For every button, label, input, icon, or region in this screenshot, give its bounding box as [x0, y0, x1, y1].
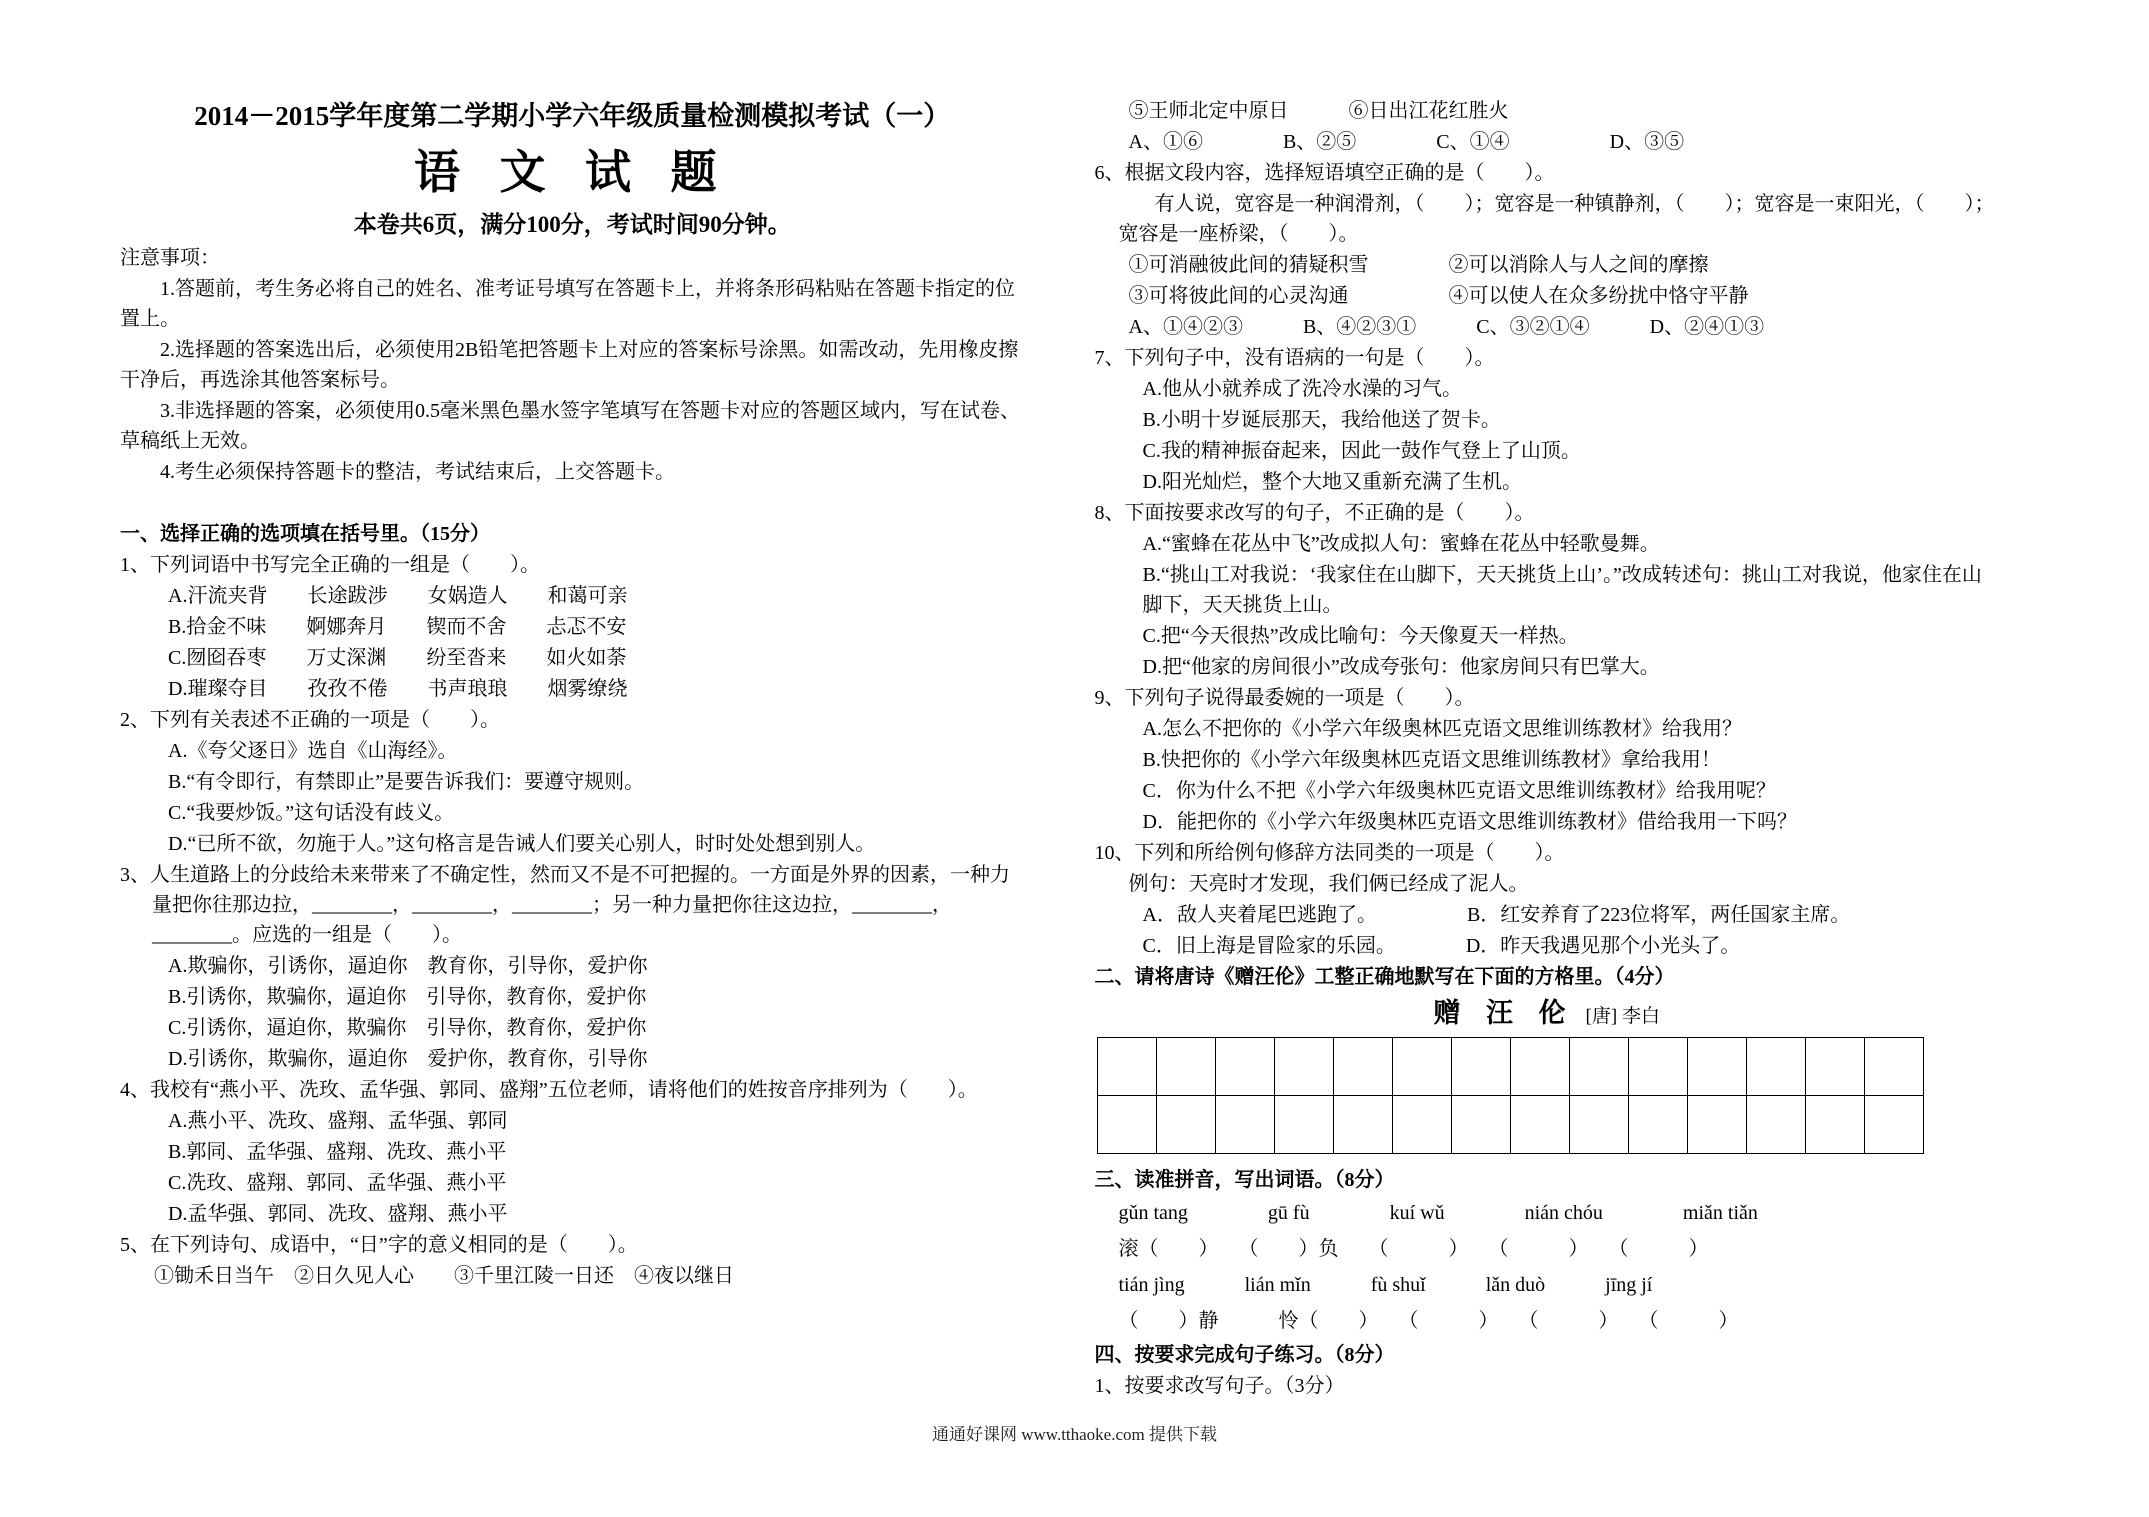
option-text: B.引诱你，欺骗你，逼迫你 引导你，教育你，爱护你 — [168, 986, 647, 1008]
option-text: A.汗流夹背 长途跋涉 女娲造人 和蔼可亲 — [168, 585, 628, 607]
exam-title: 2014－2015学年度第二学期小学六年级质量检测模拟考试（一） — [194, 101, 951, 131]
option-text: C.引诱你，逼迫你，欺骗你 引导你，教育你，爱护你 — [168, 1017, 647, 1039]
option-text: C.冼玫、盛翔、郭同、孟华强、燕小平 — [168, 1172, 507, 1194]
option-text: C.把“今天很热”改成比喻句：今天像夏天一样热。 — [1142, 625, 1579, 647]
section-title: 三、读准拼音，写出词语。（8分） — [1094, 1168, 1395, 1191]
option-text: C．旧上海是冒险家的乐园。 D．昨天我遇见那个小光头了。 — [1142, 935, 1741, 957]
question-text: 1、下列词语中书写完全正确的一组是（ ）。 — [120, 554, 540, 576]
poem-grid-cell[interactable] — [1275, 1038, 1334, 1096]
option-text: A、①⑥ B、②⑤ C、①④ D、③⑤ — [1128, 131, 1685, 153]
note-item: 1.答题前，考生务必将自己的姓名、准考证号填写在答题卡上，并将条形码粘贴在答题卡指定的位置上。 — [120, 278, 1015, 330]
option-text: ①可消融彼此间的猜疑积雪 ②可以消除人与人之间的摩擦 — [1128, 254, 1709, 276]
poem-grid-cell[interactable] — [1157, 1096, 1216, 1154]
option-text: B.快把你的《小学六年级奥林匹克语文思维训练教材》拿给我用！ — [1142, 749, 1721, 771]
poem-grid-cell[interactable] — [1806, 1096, 1865, 1154]
poem-answer-grid — [1097, 1037, 1924, 1154]
question-text: 8、下面按要求改写的句子，不正确的是（ ）。 — [1094, 502, 1535, 524]
spacer — [120, 488, 1025, 518]
poem-grid-cell[interactable] — [1688, 1096, 1747, 1154]
option-text: B.“挑山工对我说：‘我家住在山脚下，天天挑货上山’。”改成转述句：挑山工对我说，他家住在山脚下，天天挑货上山。 — [1142, 564, 1982, 616]
pinyin-line: tián jìng lián mǐn fù shuǐ lǎn duò jīng jí — [1118, 1273, 1653, 1296]
section-title: 二、请将唐诗《赠汪伦》工整正确地默写在下面的方格里。（4分） — [1094, 966, 1675, 988]
question-text: 7、下列句子中，没有语病的一句是（ ）。 — [1094, 347, 1495, 369]
option-text: D.引诱你，欺骗你，逼迫你 爱护你，教育你，引导你 — [168, 1048, 648, 1070]
option-text: C.囫囵吞枣 万丈深渊 纷至沓来 如火如荼 — [168, 647, 627, 669]
poem-grid-cell[interactable] — [1452, 1096, 1511, 1154]
note-item: 3.非选择题的答案，必须使用0.5毫米黑色墨水签字笔填写在答题卡对应的答题区域内，写在试卷、草稿纸上无效。 — [120, 400, 1020, 452]
option-text: D．能把你的《小学六年级奥林匹克语文思维训练教材》借给我用一下吗？ — [1142, 811, 1797, 833]
notes-heading: 注意事项： — [120, 247, 220, 269]
option-text: ①锄禾日当午 ②日久见人心 ③千里江陵一日还 ④夜以继日 — [154, 1265, 734, 1287]
option-text: A.怎么不把你的《小学六年级奥林匹克语文思维训练教材》给我用？ — [1142, 718, 1742, 740]
question-text: 3、人生道路上的分歧给未来带来了不确定性，然而又不是不可把握的。一方面是外界的因素，一种力量把你往那边拉，________，________，________；另一种力量把你往这边拉，________，________。应选的一组是（ ）。 — [120, 864, 1010, 946]
option-text: A、①④②③ B、④②③① C、③②①④ D、②④①③ — [1128, 316, 1765, 338]
poem-title — [1095, 993, 2000, 1034]
option-text: C．你为什么不把《小学六年级奥林匹克语文思维训练教材》给我用呢？ — [1142, 780, 1776, 802]
question-text: 4、我校有“燕小平、冼玫、孟华强、郭同、盛翔”五位老师，请将他们的姓按音序排列为（ ）。 — [120, 1079, 978, 1101]
poem-grid-cell[interactable] — [1688, 1038, 1747, 1096]
section-title: 一、选择正确的选项填在括号里。（15分） — [120, 523, 490, 545]
option-text: B.“有令即行，有禁即止”是要告诉我们：要遵守规则。 — [168, 771, 645, 793]
two-column-layout — [120, 95, 1999, 1402]
pinyin-line: （ ）静 怜（ ） （ ） （ ） （ ） — [1118, 1309, 1739, 1332]
poem-grid-cell[interactable] — [1216, 1096, 1275, 1154]
option-text: D.把“他家的房间很小”改成夸张句：他家房间只有巴掌大。 — [1142, 656, 1660, 678]
option-text: ③可将彼此间的心灵沟通 ④可以使人在众多纷扰中恪守平静 — [1128, 285, 1749, 307]
poem-grid-cell[interactable] — [1275, 1096, 1334, 1154]
option-text: D.阳光灿烂，整个大地又重新充满了生机。 — [1142, 471, 1522, 493]
note-item: 4.考生必须保持答题卡的整洁，考试结束后，上交答题卡。 — [160, 461, 675, 483]
option-text: D.孟华强、郭同、冼玫、盛翔、燕小平 — [168, 1203, 508, 1225]
question-text: 2、下列有关表述不正确的一项是（ ）。 — [120, 709, 500, 731]
note-item: 2.选择题的答案选出后，必须使用2B铅笔把答题卡上对应的答案标号涂黑。如需改动，先用橡皮擦干净后，再选涂其他答案标号。 — [120, 339, 1019, 391]
footer-download-source: 通通好课网 www.tthaoke.com 提供下载 — [931, 1425, 1218, 1444]
option-text: A.燕小平、冼玫、盛翔、孟华强、郭同 — [168, 1110, 508, 1132]
pinyin-line: 滚（ ） （ ）负 （ ） （ ） （ ） — [1118, 1237, 1709, 1260]
question-text: 9、下列句子说得最委婉的一项是（ ）。 — [1094, 687, 1475, 709]
right-column — [1095, 95, 2000, 1402]
poem-grid-row — [1098, 1096, 1924, 1154]
option-text: C.“我要炒饭。”这句话没有歧义。 — [168, 802, 455, 824]
poem-grid-cell[interactable] — [1511, 1096, 1570, 1154]
poem-grid-cell[interactable] — [1570, 1096, 1629, 1154]
poem-grid-cell[interactable] — [1216, 1038, 1275, 1096]
question-text: 6、根据文段内容，选择短语填空正确的是（ ）。 — [1094, 162, 1555, 184]
poem-grid-cell[interactable] — [1629, 1038, 1688, 1096]
option-text: B.拾金不味 婀娜奔月 锲而不舍 忐忑不安 — [168, 616, 627, 638]
poem-grid-cell[interactable] — [1511, 1038, 1570, 1096]
option-text: A．敌人夹着尾巴逃跑了。 B．红安养育了223位将军，两任国家主席。 — [1142, 904, 1851, 926]
question-text: 10、下列和所给例句修辞方法同类的一项是（ ）。 — [1094, 842, 1565, 864]
poem-grid-cell[interactable] — [1098, 1096, 1157, 1154]
poem-grid-cell[interactable] — [1865, 1096, 1924, 1154]
poem-grid-cell[interactable] — [1157, 1038, 1216, 1096]
section-title: 四、按要求完成句子练习。（8分） — [1094, 1343, 1395, 1366]
poem-grid-wrap — [1095, 1035, 2000, 1164]
exam-info: 本卷共6页，满分100分，考试时间90分钟。 — [353, 211, 791, 237]
option-text: C.我的精神振奋起来，因此一鼓作气登上了山顶。 — [1142, 440, 1581, 462]
option-text: A.欺骗你，引诱你，逼迫你 教育你，引导你，爱护你 — [168, 955, 648, 977]
poem-grid-cell[interactable] — [1865, 1038, 1924, 1096]
poem-grid-cell[interactable] — [1334, 1038, 1393, 1096]
question-paragraph: 有人说，宽容是一种润滑剂，（ ）；宽容是一种镇静剂，（ ）；宽容是一束阳光，（ ）；宽容是一座桥梁，（ ）。 — [1118, 193, 1995, 245]
option-text: D.璀璨夺目 孜孜不倦 书声琅琅 烟雾缭绕 — [168, 678, 628, 700]
poem-grid-cell[interactable] — [1747, 1038, 1806, 1096]
poem-grid-cell[interactable] — [1629, 1096, 1688, 1154]
option-text: A.《夸父逐日》选自《山海经》。 — [168, 740, 458, 762]
option-text: A.“蜜蜂在花丛中飞”改成拟人句：蜜蜂在花丛中轻歌曼舞。 — [1142, 533, 1660, 555]
poem-grid-cell[interactable] — [1570, 1038, 1629, 1096]
poem-grid-cell[interactable] — [1098, 1038, 1157, 1096]
option-text: A.他从小就养成了洗冷水澡的习气。 — [1142, 378, 1462, 400]
poem-grid-row — [1098, 1038, 1924, 1096]
poem-grid-cell[interactable] — [1334, 1096, 1393, 1154]
question-text: 5、在下列诗句、成语中，“日”字的意义相同的是（ ）。 — [120, 1234, 638, 1256]
question-text: 1、按要求改写句子。（3分） — [1094, 1374, 1345, 1397]
poem-grid-cell[interactable] — [1393, 1038, 1452, 1096]
pinyin-line: gǔn tang gū fù kuí wǔ nián chóu miǎn tiǎn — [1118, 1201, 1758, 1224]
subject-title: 语 文 试 题 — [414, 146, 731, 198]
option-text: B.郭同、孟华强、盛翔、冼玫、燕小平 — [168, 1141, 507, 1163]
left-column — [120, 95, 1025, 1402]
option-text: B.小明十岁诞辰那天，我给他送了贺卡。 — [1142, 409, 1501, 431]
poem-grid-cell[interactable] — [1806, 1038, 1865, 1096]
poem-grid-cell[interactable] — [1747, 1096, 1806, 1154]
poem-title-text: 赠 汪 伦 — [1433, 998, 1570, 1028]
option-text: ⑤王师北定中原日 ⑥日出江花红胜火 — [1128, 100, 1509, 122]
poem-grid-cell[interactable] — [1393, 1096, 1452, 1154]
poem-grid-cell[interactable] — [1452, 1038, 1511, 1096]
poem-author: [唐] 李白 — [1585, 1006, 1660, 1027]
option-text: D.“已所不欲，勿施于人。”这句格言是告诫人们要关心别人，时时处处想到别人。 — [168, 833, 876, 855]
option-text: 例句：天亮时才发现，我们俩已经成了泥人。 — [1128, 873, 1529, 895]
